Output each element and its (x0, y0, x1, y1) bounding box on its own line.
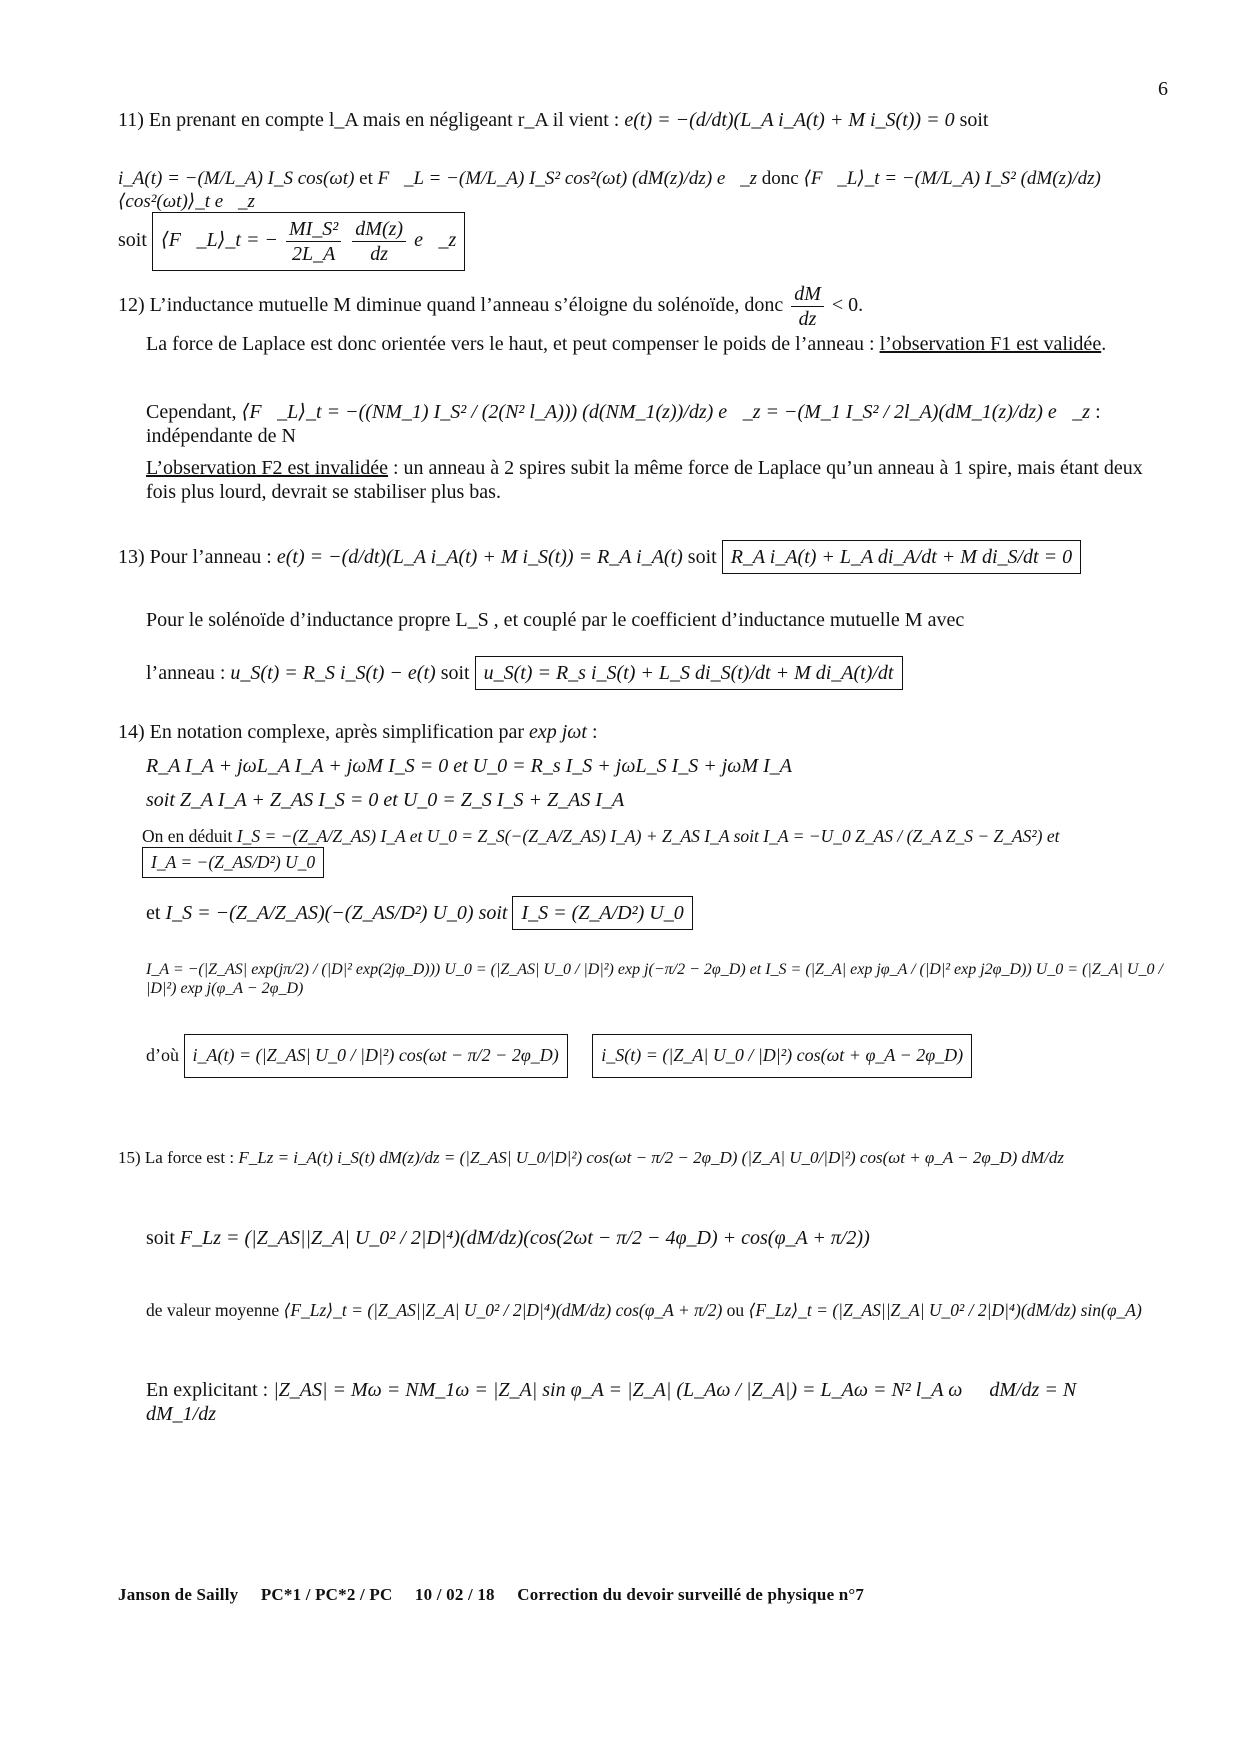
q11-line1 (118, 108, 1158, 132)
q11-boxed-den2: dz (370, 243, 389, 265)
q11-boxed-lhs: ⟨F⃗_L⟩_t = − (160, 229, 278, 252)
q15-expl-eq2: dM/dz = N dM_1/dz (146, 1379, 1077, 1425)
q12-line1-tail: < 0. (831, 294, 864, 317)
q11-boxed-den: 2L_A (291, 243, 336, 265)
q11-soit: soit (959, 109, 989, 131)
q11-et: et (359, 168, 373, 189)
q14-l2-eq: soit Z_A I_A + Z_AS I_S = 0 et U_0 = Z_S I_S + Z_AS I_A (146, 789, 625, 811)
q11-boxed-frac2 (352, 217, 406, 266)
q12-dm-dz (791, 282, 824, 331)
q11-boxed-frac1 (286, 217, 341, 266)
footer-date: 10 / 02 / 18 (414, 1585, 495, 1604)
q14-l3-text: On en déduit (142, 826, 233, 846)
q14-l1-eq: R_A I_A + jωL_A I_A + jωM I_S = 0 et U_0 = R_s I_S + jωL_S I_S + jωM I_A (146, 755, 792, 777)
q14-l4 (146, 896, 1146, 930)
q11-eq2: i_A(t) = −(M/L_A) I_S cos(ωt) (118, 168, 355, 189)
q14-l3-box: I_A = −(Z_AS/D²) U_0 (142, 847, 324, 878)
q15-intro: 15) La force est : (118, 1148, 235, 1167)
footer-title: Correction du devoir surveillé de physique n°7 (517, 1585, 865, 1604)
q15-expl-eq: |Z_AS| = Mω = NM_1ω = |Z_A| sin φ_A = |Z_A| (L_Aω / |Z_A|) = L_Aω = N² l_A ω (273, 1379, 963, 1401)
q12-para1 (146, 332, 1146, 356)
q14-l1 (146, 754, 1146, 778)
q11-boxed-num: MI_S² (286, 217, 341, 242)
q11-donc: donc (761, 168, 799, 189)
q15-line1 (118, 1148, 1168, 1168)
q12-indep: : indépendante de N (146, 401, 1101, 447)
q15-eq2: F_Lz = (|Z_AS||Z_A| U_0² / 2|D|⁴)(dM/dz)(cos(2ωt − π/2 − 4φ_D) + cos(φ_A + π/2)) (179, 1227, 870, 1249)
q11-eq4: ⟨F⃗_L⟩_t = −(M/L_A) I_S² (dM(z)/dz) ⟨cos²(ωt)⟩_t e⃗_z (118, 168, 1101, 212)
q12-p1-end: . (1101, 333, 1107, 355)
q12-line1-text: 12) L’inductance mutuelle M diminue quand l’anneau s’éloigne du solénoïde, donc (118, 294, 784, 317)
q14-l4-text: et (146, 902, 161, 924)
footer-school: Janson de Sailly (118, 1585, 239, 1604)
q12-observation-f1: l’observation F1 est validée (879, 333, 1102, 355)
q11-intro: 11) En prenant en compte l_A mais en négligeant r_A il vient : (118, 109, 620, 131)
q14-l4-eq: I_S = −(Z_A/Z_AS)(−(Z_AS/D²) U_0) soit (165, 902, 508, 924)
q14-dou: d’où (146, 1045, 179, 1065)
q14-l3-eq: I_S = −(Z_A/Z_AS) I_A et U_0 = Z_S(−(Z_A/Z_AS) I_A) + Z_AS I_A soit I_A = −U_0 Z_AS / (Z_A Z_S − Z_AS²) et (236, 826, 1060, 846)
q13-line2 (146, 656, 1146, 690)
q14-box2: i_S(t) = (|Z_A| U_0 / |D|²) cos(ωt + φ_A − 2φ_D) (592, 1034, 972, 1078)
q15-eq1: F_Lz = i_A(t) i_S(t) dM(z)/dz = (|Z_AS| U_0/|D|²) cos(ωt − π/2 − 2φ_D) (|Z_A| U_0/|D|²) cos(ωt + φ_A − 2φ_D) dM/dz (238, 1148, 1064, 1167)
q15-expl-text: En explicitant : (146, 1379, 269, 1401)
page-number: 6 (1158, 78, 1168, 100)
q11-boxed-num2: dM(z) (352, 217, 406, 242)
q12-cependant: Cependant, (146, 401, 237, 423)
q13-eq: e(t) = −(d/dt)(L_A i_A(t) + M i_S(t)) = R_A i_A(t) (276, 546, 683, 568)
q11-eq1: e(t) = −(d/dt)(L_A i_A(t) + M i_S(t)) = 0 (624, 109, 955, 131)
q14-line-intro (118, 720, 1158, 744)
q12-p1-text: La force de Laplace est donc orientée vers le haut, et peut compenser le poids de l’anneau : (146, 333, 875, 355)
q11-eq3: F⃗_L = −(M/L_A) I_S² cos²(ωt) (dM(z)/dz) e⃗_z (377, 168, 758, 189)
q15-soit: soit (146, 1227, 175, 1249)
q15-moy-eq2: ⟨F_Lz⟩_t = (|Z_AS||Z_A| U_0² / 2|D|⁴)(dM/dz) sin(φ_A) (748, 1300, 1142, 1320)
q15-line3 (146, 1300, 1166, 1321)
q15-moy-eq: ⟨F_Lz⟩_t = (|Z_AS||Z_A| U_0² / 2|D|⁴)(dM/dz) cos(φ_A + π/2) (283, 1300, 723, 1320)
q12-eq: ⟨F⃗_L⟩_t = −((NM_1) I_S² / (2(N² l_A))) (d(NM_1(z))/dz) e⃗_z = −(M_1 I_S² / 2l_A)(dM_1(z)/dz) e⃗_z (241, 401, 1091, 423)
q13-boxed: R_A i_A(t) + L_A di_A/dt + M di_S/dt = 0 (722, 540, 1081, 574)
q12-dz: dz (798, 308, 817, 330)
q14-l2 (146, 788, 1146, 812)
q13-intro: 13) Pour l’anneau : (118, 546, 272, 568)
q14-l5-eq: I_A = −(|Z_AS| exp(jπ/2) / (|D|² exp(2jφ_D))) U_0 = (|Z_AS| U_0 / |D|²) exp j(−π/2 − 2φ_D) et I_S = (|Z_A| exp jφ_A / (|D|² exp j2φ_D)) U_0 = (|Z_A| U_0 / |D|²) exp j(φ_A − 2φ_D) (146, 961, 1163, 998)
q14-l6 (146, 1034, 1146, 1078)
q13-soit2: soit (440, 662, 470, 684)
q15-line2 (146, 1226, 1146, 1250)
q13-soit: soit (687, 546, 717, 568)
q11-boxed-result (152, 212, 465, 271)
q11-soit2: soit (118, 229, 147, 252)
q12-line1 (118, 282, 1158, 331)
footer-classes: PC*1 / PC*2 / PC (260, 1585, 393, 1604)
q12-line-cependant (146, 400, 1146, 448)
q13-para1: Pour le solénoïde d’inductance propre L_S , et couplé par le coefficient d’inductance mutuelle M avec (146, 609, 965, 631)
q14-intro-end: : (592, 721, 598, 743)
q11-boxed-tail: e⃗_z (414, 229, 457, 252)
q12-observation-f2: L’observation F2 est invalidée (146, 457, 388, 479)
q14-l4-box: I_S = (Z_A/D²) U_0 (512, 896, 692, 930)
q13-line1 (118, 540, 1158, 574)
q14-box1: i_A(t) = (|Z_AS| U_0 / |D|²) cos(ωt − π/2 − 2φ_D) (184, 1034, 568, 1078)
q14-intro: 14) En notation complexe, après simplification par (118, 721, 524, 743)
q15-ou: ou (726, 1300, 745, 1320)
q15-line4 (146, 1378, 1146, 1426)
q11-line2 (118, 168, 1158, 214)
footer (118, 1585, 882, 1605)
q14-intro-eq: exp jωt (529, 721, 587, 743)
q12-para2 (146, 456, 1146, 504)
q13-p2-eq: u_S(t) = R_S i_S(t) − e(t) (230, 662, 436, 684)
q13-boxed2: u_S(t) = R_s i_S(t) + L_S di_S(t)/dt + M di_A(t)/dt (475, 656, 903, 690)
q11-line3 (118, 212, 1158, 271)
q12-dm: dM (791, 282, 824, 307)
q14-l3 (142, 826, 1162, 878)
q14-l5 (146, 960, 1166, 998)
q12-p2-text: : un anneau à 2 spires subit la même force de Laplace qu’un anneau à 1 spire, mais étant deux fois plus lourd, devrait se stabiliser plus bas. (146, 457, 1143, 503)
q13-p2-text: l’anneau : (146, 662, 226, 684)
q15-moy-text: de valeur moyenne (146, 1300, 280, 1320)
